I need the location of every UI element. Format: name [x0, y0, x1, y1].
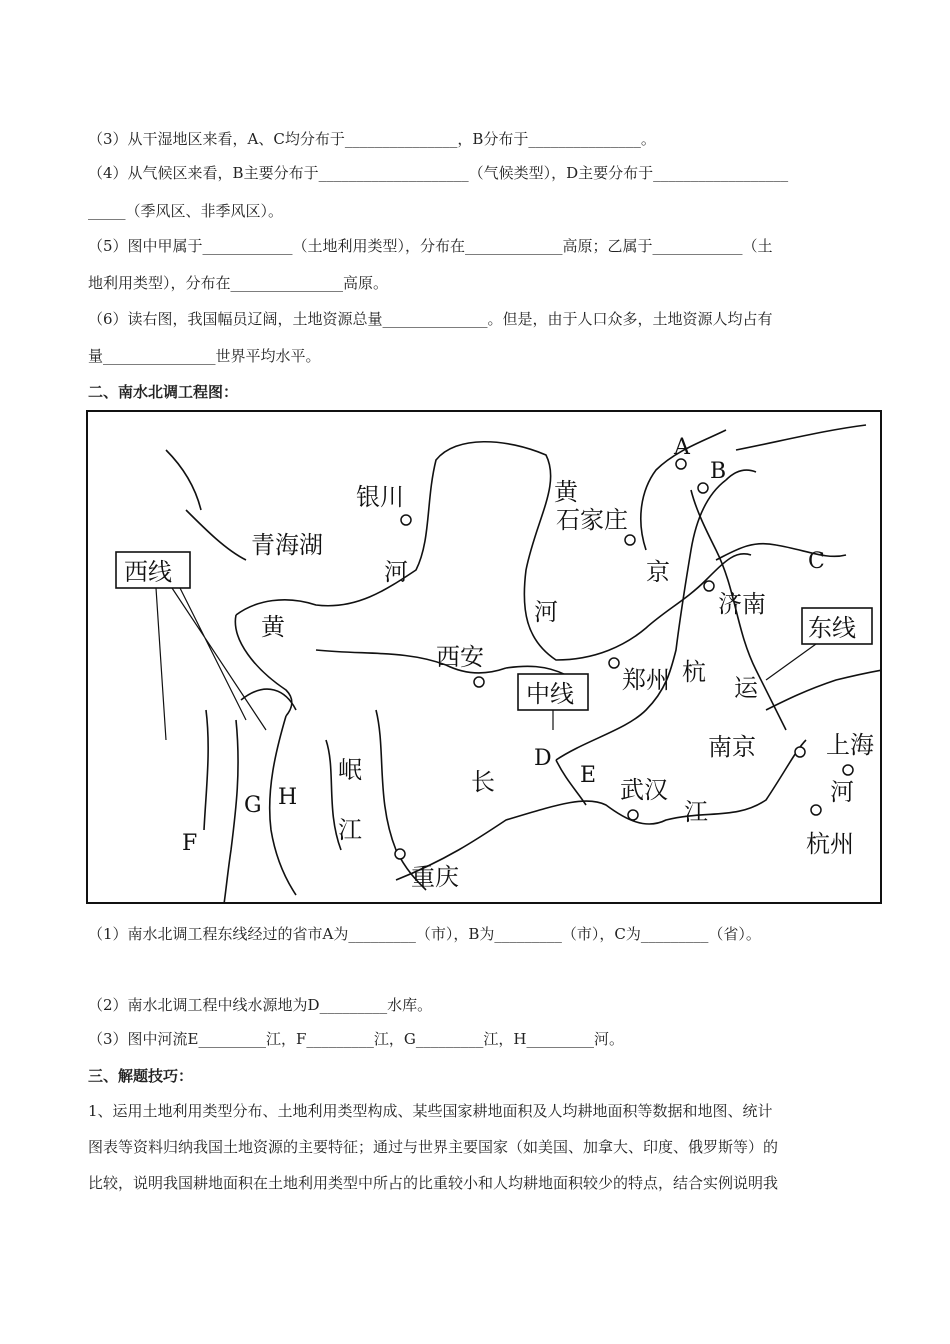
question-4-line2: _____（季风区、非季风区）。 — [88, 202, 284, 220]
label-jiang-2: 江 — [684, 798, 708, 826]
south-north-water-diversion-map — [86, 410, 882, 904]
label-shanghai: 上海 — [826, 731, 874, 759]
label-d: D — [534, 746, 552, 771]
xian-marker — [474, 677, 484, 687]
map-question-2: （2）南水北调工程中线水源地为D_________水库。 — [88, 996, 433, 1014]
label-hang: 杭 — [682, 658, 706, 686]
label-min: 岷 — [338, 756, 362, 784]
map-question-3: （3）图中河流E_________江，F_________江，G_________江，H_________河。 — [88, 1030, 624, 1048]
label-dongxian: 东线 — [808, 614, 856, 642]
label-he-3: 河 — [830, 778, 854, 806]
label-a: A — [674, 435, 690, 460]
tips-line-2: 图表等资料归纳我国土地资源的主要特征；通过与世界主要国家（如美国、加拿大、印度、俄罗斯等）的 — [88, 1138, 779, 1156]
question-5-line2: 地利用类型），分布在_______________高原。 — [88, 274, 389, 292]
label-yun: 运 — [734, 674, 758, 702]
label-xixian: 西线 — [124, 558, 172, 586]
label-jing: 京 — [646, 558, 670, 586]
label-e: E — [580, 763, 597, 788]
section-2-heading: 二、南水北调工程图： — [88, 383, 239, 401]
yinchuan-marker — [401, 515, 411, 525]
shanghai-marker — [843, 765, 853, 775]
label-hangzhou: 杭州 — [806, 830, 854, 858]
label-he-2: 河 — [534, 598, 558, 626]
question-6-line1: （6）读右图，我国幅员辽阔，土地资源总量______________。但是，由于人口众多，土地资源人均占有 — [88, 310, 773, 328]
label-chongqing: 重庆 — [411, 863, 459, 891]
label-nanjing: 南京 — [708, 733, 756, 761]
label-huang-1: 黄 — [261, 613, 285, 641]
jinan-marker — [704, 581, 714, 591]
tianjin-marker-b — [698, 483, 708, 493]
section-3-heading: 三、解题技巧： — [88, 1067, 194, 1085]
question-5-line1: （5）图中甲属于____________（土地利用类型），分布在_____________高原；乙属于____________（土 — [88, 237, 773, 255]
shijiazhuang-marker — [625, 535, 635, 545]
label-wuhan: 武汉 — [620, 776, 668, 804]
question-3: （3）从干湿地区来看，A、C均分布于_______________，B分布于_______________。 — [88, 130, 656, 148]
label-g: G — [244, 793, 262, 818]
label-zhongxian: 中线 — [526, 680, 574, 708]
nanjing-marker — [795, 747, 805, 757]
label-yinchuan: 银川 — [356, 483, 404, 511]
tips-line-1: 1、运用土地利用类型分布、土地利用类型构成、某些国家耕地面积及人均耕地面积等数据和地图、统计 — [88, 1102, 773, 1120]
tips-line-3: 比较，说明我国耕地面积在土地利用类型中所占的比重较小和人均耕地面积较少的特点，结合实例说明我 — [88, 1174, 779, 1192]
label-he-1: 河 — [384, 558, 408, 586]
question-6-line2: 量_______________世界平均水平。 — [88, 347, 321, 365]
label-c: C — [808, 549, 825, 574]
beijing-marker-a — [676, 459, 686, 469]
question-4-line1: （4）从气候区来看，B主要分布于____________________（气候类型），D主要分布于__________________ — [88, 164, 789, 182]
chongqing-marker — [395, 849, 405, 859]
label-f: F — [182, 831, 198, 856]
label-shijiazhuang: 石家庄 — [556, 506, 628, 534]
label-zhengzhou: 郑州 — [622, 666, 670, 694]
label-b: B — [710, 459, 727, 484]
label-chang: 长 — [471, 768, 495, 796]
label-h: H — [278, 785, 298, 810]
label-huang-2: 黄 — [554, 478, 578, 506]
map-question-1: （1）南水北调工程东线经过的省市A为_________（市），B为_________（市），C为_________（省）。 — [88, 925, 761, 943]
label-xian: 西安 — [436, 643, 484, 671]
zhengzhou-marker — [609, 658, 619, 668]
hangzhou-marker — [811, 805, 821, 815]
label-jinan: 济南 — [718, 590, 766, 618]
wuhan-marker — [628, 810, 638, 820]
label-qinghaihu: 青海湖 — [251, 531, 323, 559]
label-jiang-1: 江 — [338, 816, 362, 844]
